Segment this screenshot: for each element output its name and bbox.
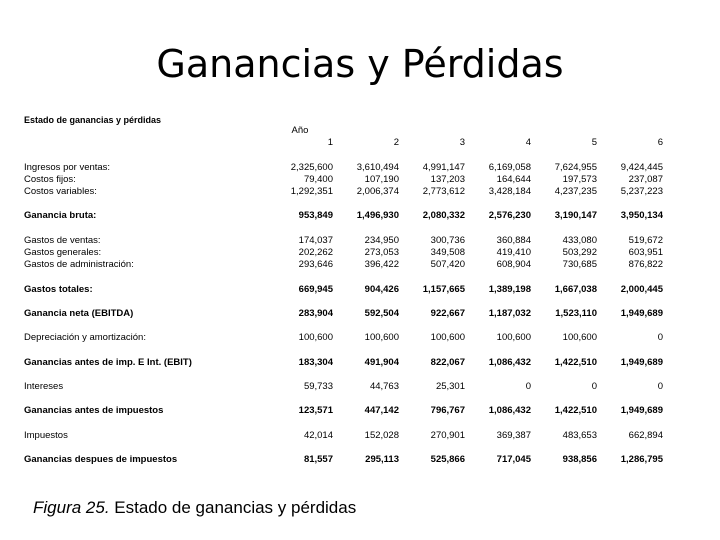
cell-value — [465, 296, 531, 308]
table-row — [22, 271, 663, 283]
figure-caption — [33, 498, 356, 518]
cell-value: 503,292 — [562, 246, 597, 258]
year-header-row — [22, 137, 663, 149]
table-row — [22, 344, 663, 356]
table-row — [22, 247, 663, 259]
cell-value: 137,203 — [430, 173, 465, 185]
cell-value — [531, 223, 597, 235]
cell-value — [249, 344, 333, 356]
cell-value: 1,292,351 — [290, 186, 333, 198]
cell-value: 0 — [525, 381, 531, 393]
year-label-row — [22, 125, 663, 137]
cell-value: 3,190,147 — [554, 210, 597, 222]
row-label — [22, 442, 249, 454]
row-label: Ganancia bruta: — [24, 210, 97, 222]
cell-value: 1,523,110 — [555, 307, 597, 319]
cell-value: 4,991,147 — [422, 161, 465, 173]
year-header: 1 — [327, 137, 333, 149]
cell-value: 234,950 — [364, 234, 399, 246]
row-label: Gastos de administración: — [24, 259, 134, 271]
cell-value: 592,504 — [364, 307, 399, 319]
cell-value: 283,904 — [298, 307, 333, 319]
cell-value: 2,325,600 — [290, 161, 333, 173]
cell-value: 0 — [657, 332, 663, 344]
year-header: 5 — [591, 137, 597, 149]
year-header: 2 — [393, 137, 399, 149]
cell-value — [399, 393, 465, 405]
table-row — [22, 357, 663, 369]
cell-value: 273,053 — [364, 246, 399, 258]
cell-value — [399, 198, 465, 210]
cell-value: 44,763 — [369, 381, 399, 393]
cell-value: 525,866 — [430, 454, 465, 466]
cell-value: 1,949,689 — [620, 405, 663, 417]
row-label: Intereses — [24, 381, 64, 393]
cell-value: 100,600 — [496, 332, 531, 344]
cell-value — [465, 198, 531, 210]
cell-value: 1,086,432 — [488, 405, 531, 417]
cell-value: 2,006,374 — [356, 186, 399, 198]
cell-value: 2,576,230 — [488, 210, 531, 222]
cell-value: 300,736 — [430, 234, 465, 246]
table-row — [22, 393, 663, 405]
income-statement-table — [22, 125, 663, 466]
cell-value: 3,610,494 — [356, 161, 399, 173]
cell-value: 5,237,223 — [620, 186, 663, 198]
row-label — [22, 198, 249, 210]
table-row — [22, 259, 663, 271]
cell-value — [597, 296, 663, 308]
row-label: Ingresos por ventas: — [24, 161, 111, 173]
row-label: Impuestos — [24, 429, 68, 441]
cell-value: 608,904 — [496, 259, 531, 271]
cell-value — [597, 223, 663, 235]
cell-value: 152,028 — [364, 429, 399, 441]
cell-value: 1,187,032 — [488, 307, 531, 319]
table-row — [22, 223, 663, 235]
table-row — [22, 320, 663, 332]
cell-value: 1,286,795 — [620, 454, 663, 466]
cell-value — [399, 223, 465, 235]
cell-value: 202,262 — [298, 246, 333, 258]
row-label: Ganancias despues de impuestos — [24, 454, 178, 466]
cell-value — [333, 418, 399, 430]
cell-value: 9,424,445 — [620, 161, 663, 173]
table-row — [22, 405, 663, 417]
row-label — [22, 344, 249, 356]
cell-value: 349,508 — [430, 246, 465, 258]
table-row — [22, 186, 663, 198]
year-header: 3 — [459, 137, 465, 149]
cell-value: 822,067 — [430, 356, 465, 368]
cell-value: 1,422,510 — [554, 405, 597, 417]
cell-value — [597, 344, 663, 356]
cell-value — [249, 369, 333, 381]
cell-value: 6,169,058 — [488, 161, 531, 173]
cell-value — [465, 369, 531, 381]
cell-value — [531, 393, 597, 405]
row-label — [22, 271, 249, 283]
cell-value: 237,087 — [628, 173, 663, 185]
cell-value — [465, 418, 531, 430]
figure-caption-text: Estado de ganancias y pérdidas — [109, 498, 357, 517]
cell-value: 1,389,198 — [488, 283, 531, 295]
table-row — [22, 174, 663, 186]
cell-value — [249, 393, 333, 405]
cell-value: 662,894 — [628, 429, 663, 441]
cell-value — [597, 442, 663, 454]
cell-value: 730,685 — [562, 259, 597, 271]
cell-value: 25,301 — [435, 381, 465, 393]
table-row — [22, 162, 663, 174]
table-row — [22, 418, 663, 430]
cell-value — [399, 296, 465, 308]
cell-value — [249, 296, 333, 308]
cell-value: 2,080,332 — [422, 210, 465, 222]
cell-value: 79,400 — [303, 173, 333, 185]
cell-value — [465, 393, 531, 405]
row-label: Ganancias antes de impuestos — [24, 405, 164, 417]
cell-value: 483,653 — [562, 429, 597, 441]
cell-value — [399, 344, 465, 356]
cell-value — [465, 344, 531, 356]
cell-value: 42,014 — [303, 429, 333, 441]
cell-value: 270,901 — [430, 429, 465, 441]
cell-value — [249, 198, 333, 210]
cell-value: 0 — [591, 381, 597, 393]
cell-value — [465, 271, 531, 283]
row-label: Ganancia neta (EBITDA) — [24, 307, 134, 319]
slide-title: Ganancias y Pérdidas — [156, 42, 564, 86]
cell-value: 59,733 — [303, 381, 333, 393]
table-caption: Estado de ganancias y pérdidas — [24, 115, 162, 125]
cell-value — [333, 344, 399, 356]
table-row — [22, 381, 663, 393]
cell-value: 81,557 — [303, 454, 333, 466]
cell-value: 164,644 — [496, 173, 531, 185]
cell-value: 669,945 — [298, 283, 333, 295]
cell-value: 107,190 — [364, 173, 399, 185]
cell-value — [333, 369, 399, 381]
cell-value: 491,904 — [364, 356, 399, 368]
cell-value — [249, 320, 333, 332]
cell-value — [597, 418, 663, 430]
table-row — [22, 454, 663, 466]
cell-value: 100,600 — [298, 332, 333, 344]
row-label: Depreciación y amortización: — [24, 332, 146, 344]
cell-value: 197,573 — [562, 173, 597, 185]
cell-value — [399, 369, 465, 381]
cell-value — [399, 442, 465, 454]
cell-value: 953,849 — [298, 210, 333, 222]
cell-value: 369,387 — [496, 429, 531, 441]
cell-value — [531, 369, 597, 381]
cell-value: 507,420 — [430, 259, 465, 271]
cell-value — [465, 320, 531, 332]
cell-value — [531, 442, 597, 454]
cell-value — [531, 320, 597, 332]
cell-value: 1,667,038 — [554, 283, 597, 295]
table-row — [22, 369, 663, 381]
cell-value — [465, 223, 531, 235]
table-row — [22, 296, 663, 308]
row-label — [22, 418, 249, 430]
table-row — [22, 235, 663, 247]
cell-value: 295,113 — [365, 454, 399, 466]
cell-value — [249, 418, 333, 430]
cell-value — [249, 442, 333, 454]
cell-value: 123,571 — [298, 405, 333, 417]
cell-value — [333, 296, 399, 308]
year-label: Año — [291, 125, 309, 137]
cell-value — [531, 198, 597, 210]
table-row — [22, 283, 663, 295]
cell-value — [333, 393, 399, 405]
figure-label: Figura 25. — [33, 498, 110, 517]
cell-value — [333, 223, 399, 235]
row-label: Gastos generales: — [24, 246, 102, 258]
cell-value — [597, 393, 663, 405]
cell-value: 7,624,955 — [554, 161, 597, 173]
cell-value — [531, 296, 597, 308]
cell-value — [531, 271, 597, 283]
cell-value: 876,822 — [628, 259, 663, 271]
row-label: Ganancias antes de imp. E Int. (EBIT) — [24, 356, 192, 368]
row-label — [22, 393, 249, 405]
cell-value — [399, 320, 465, 332]
cell-value: 4,237,235 — [554, 186, 597, 198]
cell-value: 796,767 — [430, 405, 465, 417]
cell-value — [333, 198, 399, 210]
cell-value: 1,949,689 — [620, 356, 663, 368]
cell-value: 3,950,134 — [620, 210, 663, 222]
cell-value: 2,000,445 — [620, 283, 663, 295]
cell-value — [597, 369, 663, 381]
cell-value — [465, 442, 531, 454]
cell-value: 3,428,184 — [488, 186, 531, 198]
year-header: 6 — [657, 137, 663, 149]
cell-value: 1,949,689 — [620, 307, 663, 319]
row-label: Costos fijos: — [24, 173, 76, 185]
cell-value — [399, 418, 465, 430]
spacer-row — [22, 149, 663, 161]
cell-value: 447,142 — [364, 405, 399, 417]
cell-value: 100,600 — [430, 332, 465, 344]
cell-value: 1,086,432 — [488, 356, 531, 368]
cell-value: 0 — [657, 381, 663, 393]
cell-value: 100,600 — [364, 332, 399, 344]
cell-value: 1,157,665 — [422, 283, 465, 295]
cell-value — [531, 344, 597, 356]
cell-value: 433,080 — [562, 234, 597, 246]
cell-value: 938,856 — [562, 454, 597, 466]
cell-value: 419,410 — [496, 246, 531, 258]
cell-value: 100,600 — [562, 332, 597, 344]
cell-value: 717,045 — [496, 454, 531, 466]
cell-value: 922,667 — [430, 307, 465, 319]
year-header: 4 — [525, 137, 531, 149]
cell-value: 293,646 — [298, 259, 333, 271]
cell-value — [597, 320, 663, 332]
table-row — [22, 332, 663, 344]
cell-value: 396,422 — [364, 259, 399, 271]
cell-value — [333, 271, 399, 283]
cell-value: 603,951 — [628, 246, 663, 258]
cell-value: 174,037 — [298, 234, 333, 246]
row-label — [22, 369, 249, 381]
cell-value — [333, 320, 399, 332]
cell-value — [597, 198, 663, 210]
table-row — [22, 430, 663, 442]
row-label: Gastos de ventas: — [24, 234, 101, 246]
cell-value: 904,426 — [364, 283, 399, 295]
cell-value: 519,672 — [628, 234, 663, 246]
cell-value — [249, 223, 333, 235]
row-label — [22, 320, 249, 332]
table-row — [22, 198, 663, 210]
cell-value — [597, 271, 663, 283]
cell-value — [399, 271, 465, 283]
cell-value: 1,422,510 — [554, 356, 597, 368]
cell-value: 2,773,612 — [422, 186, 465, 198]
cell-value — [531, 418, 597, 430]
cell-value — [333, 442, 399, 454]
table-row — [22, 210, 663, 222]
row-label — [22, 296, 249, 308]
row-label: Gastos totales: — [24, 283, 93, 295]
cell-value: 183,304 — [298, 356, 333, 368]
cell-value — [249, 271, 333, 283]
row-label: Costos variables: — [24, 186, 97, 198]
row-label — [22, 223, 249, 235]
cell-value: 360,884 — [496, 234, 531, 246]
table-row — [22, 308, 663, 320]
cell-value: 1,496,930 — [356, 210, 399, 222]
table-row — [22, 442, 663, 454]
